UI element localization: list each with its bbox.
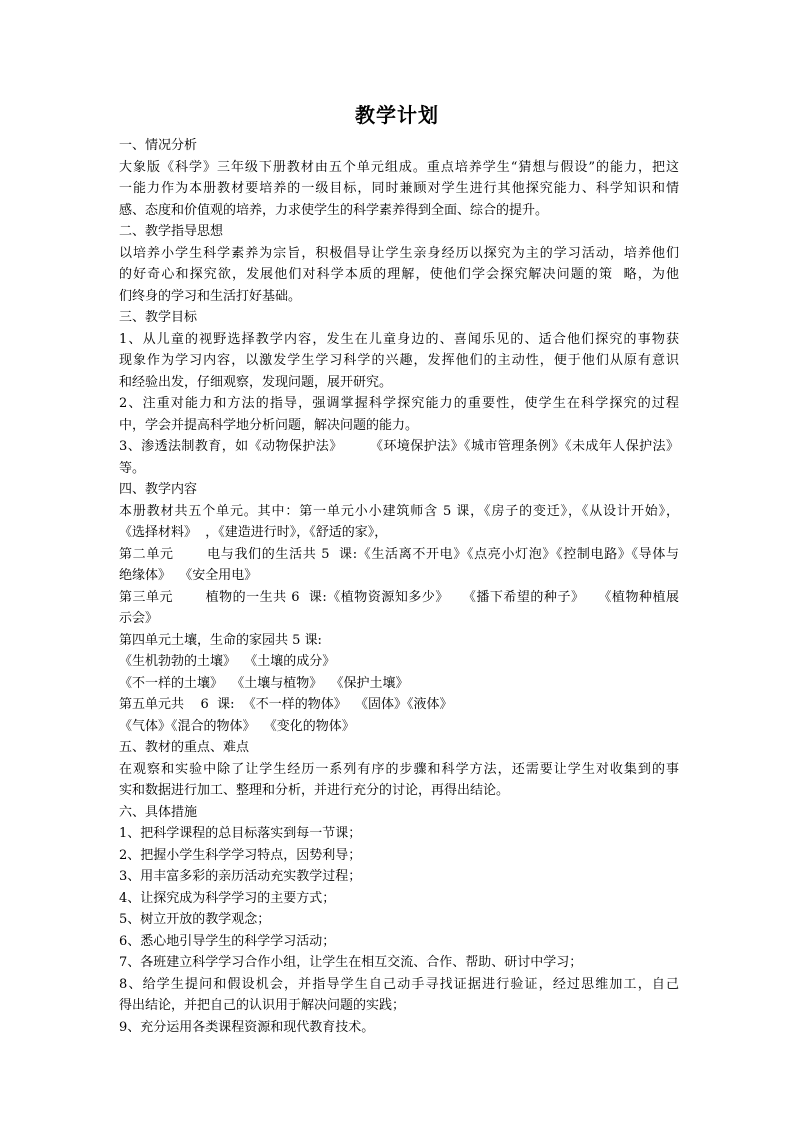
- list-item: 9、充分运用各类课程资源和现代教育技术。: [119, 1019, 375, 1035]
- list-item: 6、悉心地引导学生的科学学习活动；: [119, 933, 336, 949]
- document-title: 教学计划: [355, 103, 439, 127]
- list-item: 8、给学生提问和假设机会，并指导学生自己动手寻找证据进行验证，经过思维加工，自己: [119, 976, 679, 992]
- paragraph-line: 实和数据进行加工、整理和分析，并进行充分的讨论，再得出结论。: [119, 783, 510, 798]
- paragraph-line: 《选择材料》 ，《建造进行时》，《舒适的家》，: [119, 525, 388, 540]
- section-heading-situation: 一、情况分析: [119, 138, 198, 153]
- paragraph-line: 1、从儿童的视野选择教学内容，发生在儿童身边的、喜闻乐见的、适合他们探究的事物获: [119, 331, 679, 347]
- paragraph-line: 感、态度和价值观的培养，力求使学生的科学素养得到全面、综合的提升。: [119, 202, 549, 218]
- paragraph-line: 们终身的学习和生活打好基础。: [119, 288, 302, 304]
- unit-line: 第二单元 电与我们的生活共 5 课:《生活离不开电》《点亮小灯泡》《控制电路》《导体与: [119, 546, 679, 562]
- paragraph-line: 2、注重对能力和方法的指导，强调掌握科学探究能力的重要性，使学生在科学探究的过程: [119, 396, 679, 411]
- unit-line: 第四单元土壤，生命的家园共 5 课:: [119, 632, 322, 648]
- paragraph-line: 以培养小学生科学素养为宗旨，积极倡导让学生亲身经历以探究为主的学习活动，培养他们: [119, 245, 679, 261]
- list-item: 7、各班建立科学学习合作小组，让学生在相互交流、合作、帮助、研讨中学习；: [119, 955, 583, 970]
- section-heading-guiding-idea: 二、教学指导思想: [119, 224, 224, 239]
- paragraph-line: 现象作为学习内容，以激发学生学习科学的兴趣，发挥他们的主动性，便于他们从原有意识: [119, 353, 679, 368]
- list-item: 1、把科学课程的总目标落实到每一节课；: [119, 826, 362, 841]
- paragraph-line: 大象版《科学》三年级下册教材由五个单元组成。重点培养学生“猜想与假设”的能力，把这: [119, 159, 679, 175]
- section-heading-measures: 六、具体措施: [119, 804, 198, 820]
- unit-line: 《不一样的土壤》 《土壤与植物》 《保护土壤》: [119, 675, 409, 691]
- unit-line: 示会》: [119, 611, 159, 626]
- unit-line: 绝缘体》 《安全用电》: [119, 568, 258, 583]
- paragraph-line: 和经验出发，仔细观察，发现问题，展开研究。: [119, 374, 393, 390]
- paragraph-line: 的好奇心和探究欲，发展他们对科学本质的理解，使他们学会探究解决问题的策 略，为他: [119, 267, 679, 282]
- unit-line: 《气体》《混合的物体》 《变化的物体》: [119, 718, 355, 734]
- document-body: [119, 135, 679, 1038]
- paragraph-line: 中，学会并提高科学地分析问题，解决问题的能力。: [119, 417, 419, 433]
- section-heading-goals: 三、教学目标: [119, 310, 198, 325]
- paragraph-line: 3、渗透法制教育，如《动物保护法》 《环境保护法》《城市管理条例》《未成年人保护法》: [119, 439, 679, 454]
- paragraph-line: 一能力作为本册教材要培养的一级目标，同时兼顾对学生进行其他探究能力、科学知识和情: [119, 181, 679, 196]
- list-item: 5、树立开放的教学观念；: [119, 912, 271, 927]
- list-item: 4、让探究成为科学学习的主要方式；: [119, 890, 336, 906]
- paragraph-line: 等。: [119, 460, 146, 476]
- unit-line: 第三单元 植物的一生共 6 课:《植物资源知多少》 《播下希望的种子》 《植物种植展: [119, 589, 679, 605]
- list-item: 3、用丰富多彩的亲历活动充实教学过程；: [119, 869, 362, 884]
- unit-line: 《生机勃勃的土壤》 《土壤的成分》: [119, 654, 336, 669]
- section-heading-content: 四、教学内容: [119, 482, 198, 497]
- list-item: 2、把握小学生科学学习特点，因势利导；: [119, 847, 362, 863]
- list-item: 得出结论，并把自己的认识用于解决问题的实践；: [119, 998, 406, 1013]
- paragraph-line: 在观察和实验中除了让学生经历一系列有序的步骤和科学方法，还需要让学生对收集到的事: [119, 761, 679, 777]
- unit-line: 第五单元共 6 课: 《不一样的物体》 《固体》《液体》: [119, 697, 453, 712]
- paragraph-line: 本册教材共五个单元。其中：第一单元小小建筑师含 5 课，《房子的变迁》，《从设计开始》，: [119, 503, 679, 519]
- section-heading-key-points: 五、教材的重点、难点: [119, 740, 250, 755]
